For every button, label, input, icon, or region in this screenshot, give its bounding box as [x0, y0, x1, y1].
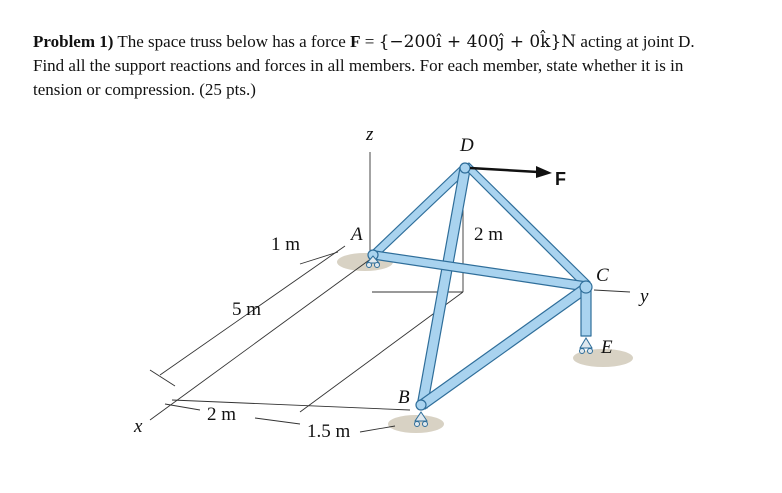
joint-d-label: D: [460, 135, 474, 156]
truss-members: [371, 163, 591, 409]
dim-1m-line: [300, 252, 338, 264]
joint-e-label: E: [601, 337, 613, 358]
support-a-ball-1: [367, 263, 372, 268]
axis-x-label: x: [134, 416, 143, 437]
dim-2m-right: [255, 418, 300, 424]
joint-b: [416, 400, 426, 410]
x-axis-line: [150, 258, 372, 420]
member-ce: [581, 288, 591, 336]
problem-text-after-force: acting at joint D.: [580, 32, 695, 51]
support-e-ball-2: [588, 349, 593, 354]
force-label: F: [555, 169, 566, 189]
dim-1m-label: 1 m: [271, 234, 301, 255]
reference-lines: [150, 152, 630, 432]
joint-a-label: A: [351, 224, 363, 245]
dim-1-5m-label: 1.5 m: [307, 421, 351, 442]
dim-5m-ext: [150, 370, 175, 386]
dim-2m-bottom-label: 2 m: [207, 404, 237, 425]
force-arrow-shaft: [470, 168, 538, 172]
joint-c: [580, 281, 592, 293]
dim-5m-label: 5 m: [232, 299, 262, 320]
axis-z-label: z: [366, 124, 374, 145]
problem-label: Problem 1): [33, 32, 114, 51]
y-axis-line: [594, 290, 630, 292]
support-a-ball-2: [375, 263, 380, 268]
problem-line-3: tension or compression. (25 pts.): [33, 80, 256, 99]
axis-y-label: y: [640, 286, 649, 307]
dim-2m-top-label: 2 m: [474, 224, 504, 245]
dim-2m-line: [165, 404, 200, 410]
support-e-ball-1: [580, 349, 585, 354]
problem-text-before-force: The space truss below has a force: [117, 32, 346, 51]
dim-1-5m-line: [360, 426, 395, 432]
joint-c-label: C: [596, 265, 609, 286]
force-vector: {−200î + 400ĵ + 0k̂}N: [378, 32, 577, 52]
support-e: [580, 338, 592, 348]
joint-b-label: B: [398, 387, 410, 408]
force-arrow-head: [536, 166, 552, 178]
support-b-ball-2: [423, 422, 428, 427]
joint-d: [460, 163, 470, 173]
support-b-ball-1: [415, 422, 420, 427]
force-symbol: F: [350, 32, 361, 51]
problem-line-2: Find all the support reactions and forces in all members. For each member, state whether it is in: [33, 56, 684, 75]
equals-sign: =: [364, 32, 375, 51]
